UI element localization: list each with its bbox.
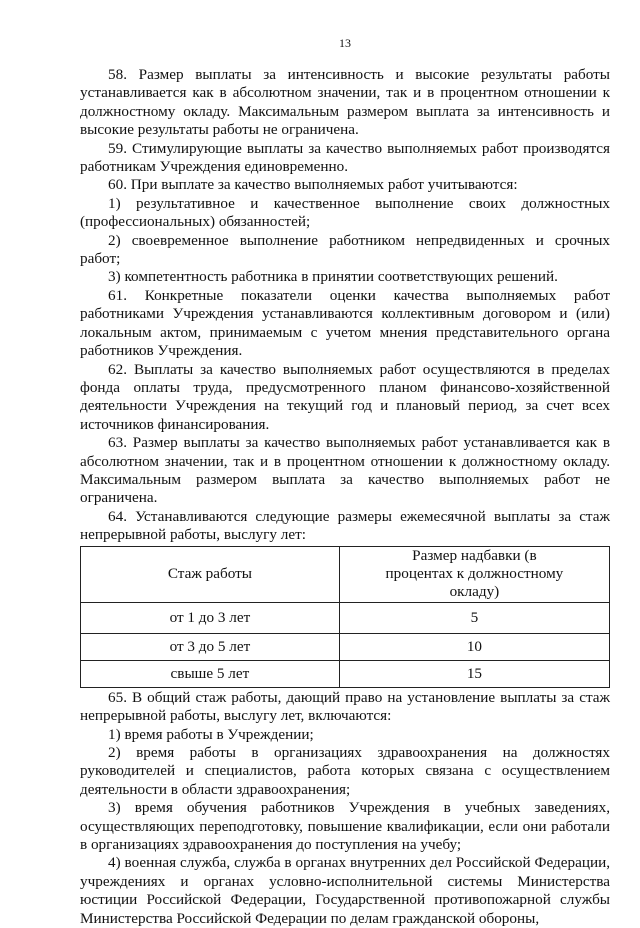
table-header-seniority: Стаж работы bbox=[81, 546, 340, 602]
paragraph-59: 59. Стимулирующие выплаты за качество выполняемых работ производятся работникам Учреждения единовременно. bbox=[80, 139, 610, 176]
table-cell-allowance: 15 bbox=[339, 660, 609, 687]
paragraph-60: 60. При выплате за качество выполняемых работ учитываются: bbox=[108, 176, 518, 194]
paragraph-61: 61. Конкретные показатели оценки качества выполняемых работ работниками Учреждения устанавливаются коллективным договором и (или) локальным актом, принимаемым с учетом мнения представительного органа работников Учреждения. bbox=[80, 286, 610, 360]
document-page bbox=[80, 36, 610, 928]
table-header-allowance-text: Размер надбавки (в процентах к должностному окладу) bbox=[385, 546, 564, 601]
paragraph-63: 63. Размер выплаты за качество выполняемых работ устанавливается как в абсолютном значении, так и в процентном отношении к должностному окладу. Максимальным размером выплата за качество выполняемых работ не ограничена. bbox=[80, 434, 610, 507]
paragraph-65-item-3: 3) время обучения работников Учреждения в учебных заведениях, осуществляющих переподготовку, повышение квалификации, если они работали в организациях здравоохранения до поступления на учебу; bbox=[80, 799, 610, 854]
paragraph-60-item-2: 2) своевременное выполнение работником непредвиденных и срочных работ; bbox=[80, 231, 610, 268]
paragraph-58: 58. Размер выплаты за интенсивность и высокие результаты работы устанавливается как в абсолютном значении, так и в процентном отношении к должностному окладу. Максимальным размером выплата за интенсивность и высокие результаты работы не ограничена. bbox=[80, 66, 610, 139]
paragraph-64: 64. Устанавливаются следующие размеры ежемесячной выплаты за стаж непрерывной работы, выслугу лет: bbox=[80, 507, 610, 544]
table-row bbox=[81, 602, 610, 633]
table-cell-seniority: от 1 до 3 лет bbox=[81, 602, 340, 633]
paragraph-60-item-3: 3) компетентность работника в принятии соответствующих решений. bbox=[108, 268, 558, 286]
table-cell-seniority: свыше 5 лет bbox=[81, 660, 340, 687]
table-row bbox=[81, 633, 610, 660]
paragraph-60-item-1: 1) результативное и качественное выполнение своих должностных (профессиональных) обязанностей; bbox=[80, 194, 610, 231]
table-row bbox=[81, 660, 610, 687]
paragraph-65: 65. В общий стаж работы, дающий право на установление выплаты за стаж непрерывной работы, выслугу лет, включаются: bbox=[80, 688, 610, 725]
table-header-allowance bbox=[339, 546, 609, 602]
table-cell-seniority: от 3 до 5 лет bbox=[81, 633, 340, 660]
table-header-row bbox=[81, 546, 610, 602]
page-number: 13 bbox=[339, 36, 351, 50]
seniority-allowance-table bbox=[80, 546, 610, 688]
paragraph-62: 62. Выплаты за качество выполняемых работ осуществляются в пределах фонда оплаты труда, предусмотренного планом финансово-хозяйственной деятельности Учреждения на текущий год и плановый период, за счет всех источников финансирования. bbox=[80, 360, 610, 433]
paragraph-65-item-1: 1) время работы в Учреждении; bbox=[108, 725, 314, 743]
table-cell-allowance: 10 bbox=[339, 633, 609, 660]
paragraph-65-item-2: 2) время работы в организациях здравоохранения на должностях руководителей и специалистов, работа которых связана с осуществлением деятельности в области здравоохранения; bbox=[80, 744, 610, 798]
paragraph-65-item-4: 4) военная служба, служба в органах внутренних дел Российской Федерации, учреждениях и органах условно-исполнительной системы Министерства юстиции Российской Федерации, Государственной противопожарной службы Министерства Российской Федерации по делам гражданской обороны, bbox=[80, 854, 610, 927]
table-cell-allowance: 5 bbox=[339, 602, 609, 633]
